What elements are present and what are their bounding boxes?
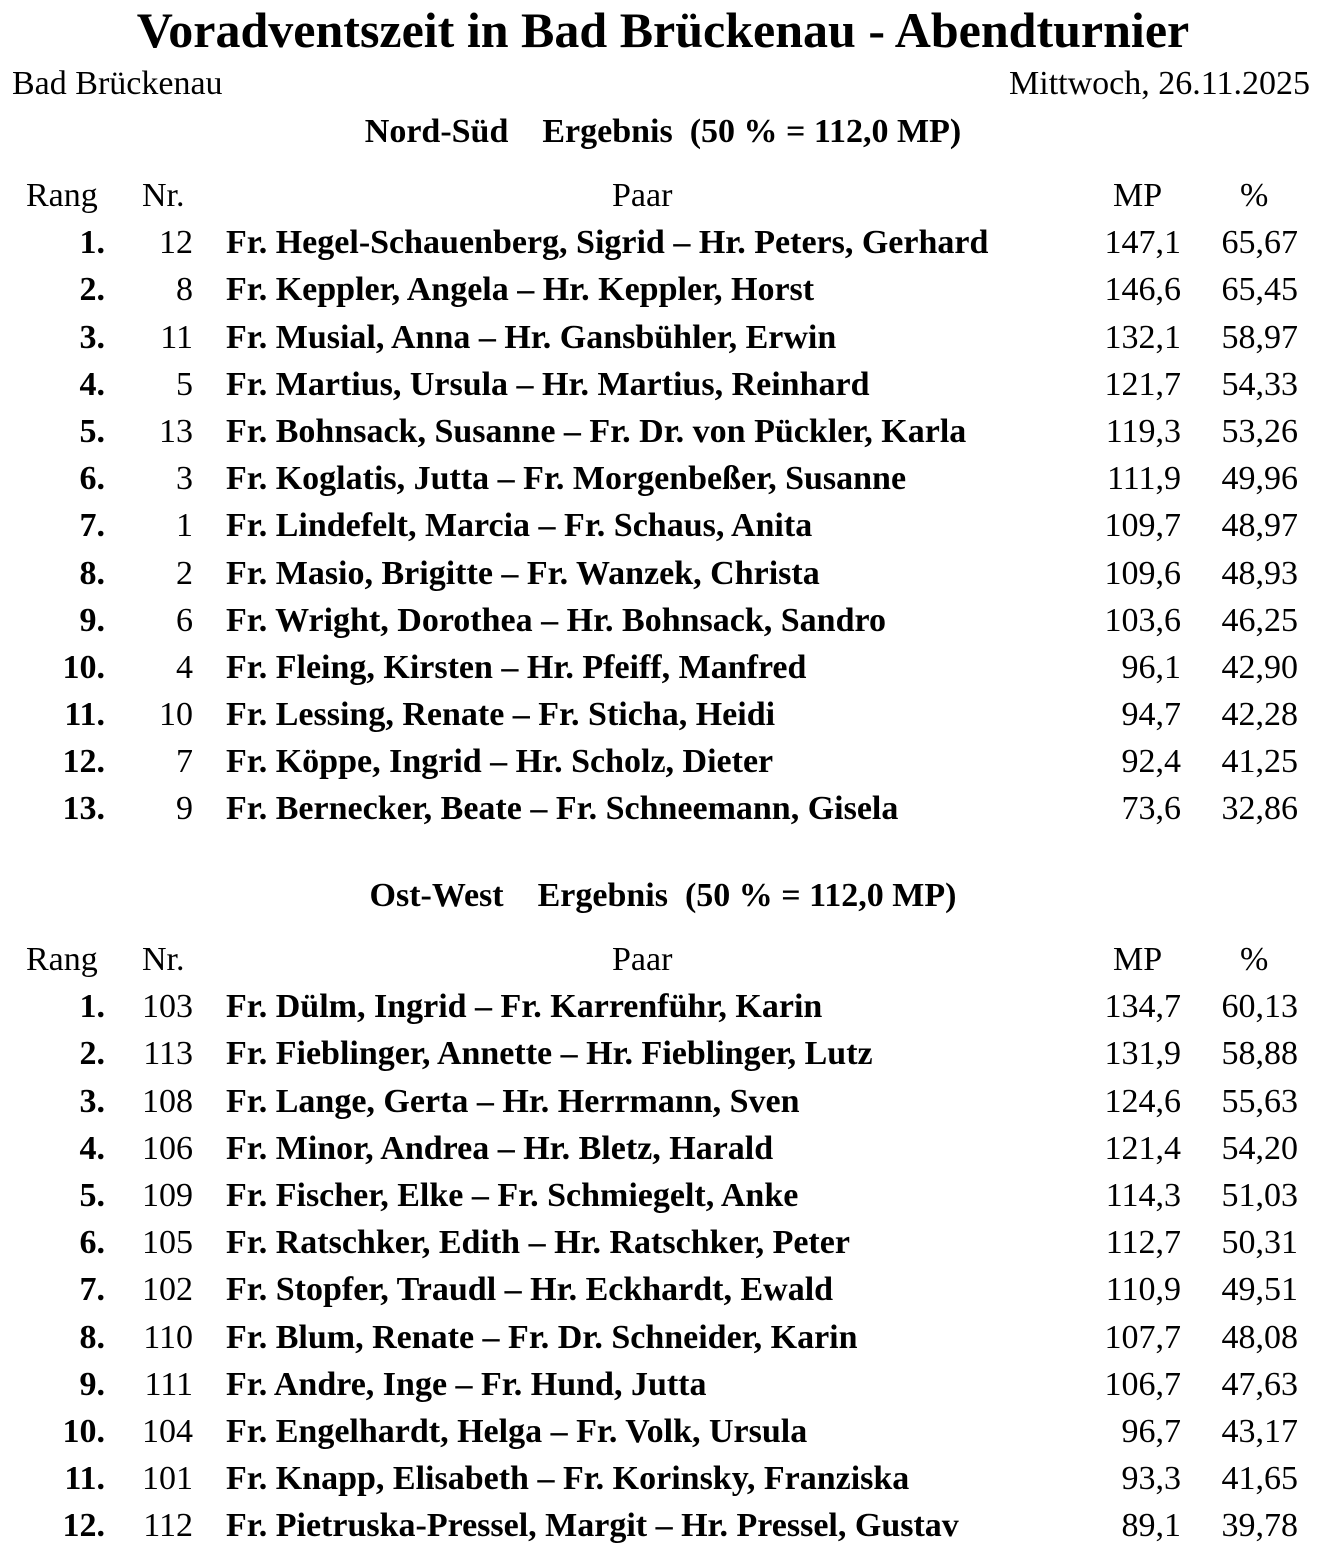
pair-number-cell: 103 (142, 988, 193, 1026)
pair-number-cell: 7 (176, 743, 193, 781)
table-row (0, 1314, 1326, 1361)
date-label: Mittwoch, 26.11.2025 (1009, 65, 1310, 102)
mp-cell: 106,7 (1104, 1365, 1181, 1403)
mp-cell: 94,7 (1121, 696, 1181, 734)
pair-names-cell: Fr. Andre, Inge – Fr. Hund, Jutta (226, 1365, 707, 1403)
pair-number-cell: 10 (159, 696, 193, 734)
pair-names-cell: Fr. Wright, Dorothea – Hr. Bohnsack, Sandro (226, 601, 886, 639)
rank-cell: 3. (79, 318, 105, 356)
pair-number-cell: 113 (143, 1035, 193, 1073)
mp-cell: 110,9 (1105, 1271, 1181, 1309)
pair-names-cell: Fr. Koglatis, Jutta – Fr. Morgenbeßer, Susanne (226, 460, 907, 498)
pair-names-cell: Fr. Fischer, Elke – Fr. Schmiegelt, Anke (226, 1176, 799, 1214)
rank-cell: 7. (79, 1271, 105, 1309)
mp-cell: 73,6 (1121, 790, 1181, 828)
table-row (0, 1455, 1326, 1502)
rank-cell: 3. (79, 1082, 105, 1120)
pair-names-cell: Fr. Knapp, Elisabeth – Fr. Korinsky, Franziska (226, 1460, 910, 1498)
pair-names-cell: Fr. Dülm, Ingrid – Fr. Karrenführ, Karin (226, 988, 823, 1026)
percent-cell: 42,90 (1221, 648, 1298, 686)
pair-names-cell: Fr. Pietruska-Pressel, Margit – Hr. Pressel, Gustav (226, 1507, 959, 1545)
pair-number-cell: 101 (142, 1460, 193, 1498)
rank-cell: 10. (62, 648, 105, 686)
mp-cell: 134,7 (1104, 988, 1181, 1026)
pair-number-cell: 4 (176, 648, 193, 686)
table-row (0, 314, 1326, 361)
percent-cell: 53,26 (1221, 412, 1298, 450)
mp-cell: 96,1 (1121, 648, 1181, 686)
rank-cell: 5. (79, 412, 105, 450)
rank-cell: 7. (79, 507, 105, 545)
pair-names-cell: Fr. Fleing, Kirsten – Hr. Pfeiff, Manfred (226, 648, 807, 686)
col-header-mp: MP (1113, 941, 1163, 978)
rank-cell: 5. (79, 1176, 105, 1214)
table-row (0, 644, 1326, 691)
mp-cell: 109,6 (1104, 554, 1181, 592)
percent-cell: 41,65 (1221, 1460, 1298, 1498)
venue-label: Bad Brückenau (12, 65, 223, 102)
mp-cell: 121,4 (1104, 1129, 1181, 1167)
rank-cell: 10. (62, 1412, 105, 1450)
pair-number-cell: 105 (142, 1224, 193, 1262)
mp-cell: 147,1 (1104, 224, 1181, 262)
percent-cell: 48,93 (1221, 554, 1298, 592)
mp-cell: 103,6 (1104, 601, 1181, 639)
page-title: Voradventszeit in Bad Brückenau - Abendturnier (136, 2, 1190, 58)
table-row (0, 1502, 1326, 1549)
percent-cell: 49,51 (1221, 1271, 1298, 1309)
pair-names-cell: Fr. Minor, Andrea – Hr. Bletz, Harald (226, 1129, 774, 1167)
rank-cell: 6. (79, 460, 105, 498)
percent-cell: 58,88 (1221, 1035, 1298, 1073)
table-row (0, 455, 1326, 502)
table-row (0, 1219, 1326, 1266)
pair-names-cell: Fr. Fieblinger, Annette – Hr. Fieblinger, Lutz (226, 1035, 873, 1073)
pair-number-cell: 12 (159, 224, 193, 262)
mp-cell: 132,1 (1104, 318, 1181, 356)
table-row (0, 1361, 1326, 1408)
mp-cell: 111,9 (1107, 460, 1181, 498)
percent-cell: 54,20 (1221, 1129, 1298, 1167)
table-row (0, 691, 1326, 738)
mp-cell: 121,7 (1104, 365, 1181, 403)
percent-cell: 32,86 (1221, 790, 1298, 828)
rank-cell: 1. (79, 988, 105, 1026)
table-row (0, 738, 1326, 785)
table-row (0, 1078, 1326, 1125)
pair-number-cell: 9 (176, 790, 193, 828)
pair-number-cell: 102 (142, 1271, 193, 1309)
rank-cell: 4. (79, 365, 105, 403)
pair-names-cell: Fr. Engelhardt, Helga – Fr. Volk, Ursula (226, 1412, 808, 1450)
results-table-ost-west (0, 936, 1326, 1549)
table-row (0, 1408, 1326, 1455)
pair-number-cell: 8 (176, 271, 193, 309)
mp-cell: 92,4 (1121, 743, 1181, 781)
percent-cell: 48,08 (1221, 1318, 1298, 1356)
rank-cell: 2. (79, 271, 105, 309)
percent-cell: 65,45 (1221, 271, 1298, 309)
col-header-percent: % (1240, 177, 1269, 214)
pair-number-cell: 11 (160, 318, 193, 356)
mp-cell: 131,9 (1104, 1035, 1181, 1073)
pair-names-cell: Fr. Köppe, Ingrid – Hr. Scholz, Dieter (226, 743, 774, 781)
pair-number-cell: 110 (143, 1318, 193, 1356)
percent-cell: 50,31 (1221, 1224, 1298, 1262)
table-row (0, 1030, 1326, 1077)
section-title-ost-west: Ost-West Ergebnis (50 % = 112,0 MP) (369, 877, 957, 914)
pair-number-cell: 108 (142, 1082, 193, 1120)
mp-cell: 96,7 (1121, 1412, 1181, 1450)
mp-cell: 109,7 (1104, 507, 1181, 545)
pair-names-cell: Fr. Keppler, Angela – Hr. Keppler, Horst (226, 271, 815, 309)
pair-number-cell: 2 (176, 554, 193, 592)
pair-number-cell: 111 (144, 1365, 193, 1403)
mp-cell: 114,3 (1105, 1176, 1181, 1214)
pair-number-cell: 106 (142, 1129, 193, 1167)
pair-number-cell: 112 (143, 1507, 193, 1545)
pair-number-cell: 13 (159, 412, 193, 450)
rank-cell: 6. (79, 1224, 105, 1262)
percent-cell: 51,03 (1221, 1176, 1298, 1214)
rank-cell: 13. (62, 790, 105, 828)
pair-number-cell: 5 (176, 365, 193, 403)
col-header-pair: Paar (612, 941, 673, 978)
percent-cell: 48,97 (1221, 507, 1298, 545)
rank-cell: 1. (79, 224, 105, 262)
percent-cell: 47,63 (1221, 1365, 1298, 1403)
mp-cell: 124,6 (1104, 1082, 1181, 1120)
rank-cell: 9. (79, 601, 105, 639)
col-header-rank: Rang (26, 941, 98, 978)
pair-names-cell: Fr. Ratschker, Edith – Hr. Ratschker, Peter (226, 1224, 850, 1262)
pair-names-cell: Fr. Hegel-Schauenberg, Sigrid – Hr. Peters, Gerhard (226, 224, 989, 262)
rank-cell: 11. (64, 696, 105, 734)
pair-names-cell: Fr. Bohnsack, Susanne – Fr. Dr. von Pückler, Karla (226, 412, 967, 450)
table-row (0, 550, 1326, 597)
percent-cell: 65,67 (1221, 224, 1298, 262)
mp-cell: 89,1 (1121, 1507, 1181, 1545)
col-header-pair: Paar (612, 177, 673, 214)
table-row (0, 266, 1326, 313)
pair-number-cell: 109 (142, 1176, 193, 1214)
mp-cell: 93,3 (1121, 1460, 1181, 1498)
pair-names-cell: Fr. Lange, Gerta – Hr. Herrmann, Sven (226, 1082, 800, 1120)
percent-cell: 43,17 (1221, 1412, 1298, 1450)
pair-names-cell: Fr. Stopfer, Traudl – Hr. Eckhardt, Ewald (226, 1271, 834, 1309)
mp-cell: 119,3 (1105, 412, 1181, 450)
rank-cell: 11. (64, 1460, 105, 1498)
table-row (0, 502, 1326, 549)
rank-cell: 4. (79, 1129, 105, 1167)
col-header-rank: Rang (26, 177, 98, 214)
mp-cell: 146,6 (1104, 271, 1181, 309)
percent-cell: 42,28 (1221, 696, 1298, 734)
percent-cell: 60,13 (1221, 988, 1298, 1026)
col-header-percent: % (1240, 941, 1269, 978)
pair-number-cell: 3 (176, 460, 193, 498)
pair-names-cell: Fr. Lessing, Renate – Fr. Sticha, Heidi (226, 696, 776, 734)
table-row (0, 1125, 1326, 1172)
rank-cell: 12. (62, 743, 105, 781)
table-header (0, 936, 1326, 983)
col-header-nr: Nr. (142, 177, 185, 214)
rank-cell: 8. (79, 554, 105, 592)
col-header-nr: Nr. (142, 941, 185, 978)
percent-cell: 39,78 (1221, 1507, 1298, 1545)
pair-names-cell: Fr. Blum, Renate – Fr. Dr. Schneider, Karin (226, 1318, 858, 1356)
rank-cell: 12. (62, 1507, 105, 1545)
table-row (0, 219, 1326, 266)
pair-names-cell: Fr. Masio, Brigitte – Fr. Wanzek, Christa (226, 554, 820, 592)
percent-cell: 55,63 (1221, 1082, 1298, 1120)
col-header-mp: MP (1113, 177, 1163, 214)
pair-names-cell: Fr. Bernecker, Beate – Fr. Schneemann, Gisela (226, 790, 899, 828)
pair-names-cell: Fr. Martius, Ursula – Hr. Martius, Reinhard (226, 365, 870, 403)
pair-number-cell: 104 (142, 1412, 193, 1450)
mp-cell: 107,7 (1104, 1318, 1181, 1356)
percent-cell: 58,97 (1221, 318, 1298, 356)
table-row (0, 983, 1326, 1030)
table-row (0, 1172, 1326, 1219)
mp-cell: 112,7 (1105, 1224, 1181, 1262)
section-title-nord-sued: Nord-Süd Ergebnis (50 % = 112,0 MP) (364, 113, 962, 150)
table-row (0, 785, 1326, 832)
pair-names-cell: Fr. Musial, Anna – Hr. Gansbühler, Erwin (226, 318, 837, 356)
percent-cell: 41,25 (1221, 743, 1298, 781)
percent-cell: 54,33 (1221, 365, 1298, 403)
table-row (0, 597, 1326, 644)
percent-cell: 46,25 (1221, 601, 1298, 639)
percent-cell: 49,96 (1221, 460, 1298, 498)
results-table-nord-sued (0, 172, 1326, 833)
table-row (0, 1266, 1326, 1313)
table-header (0, 172, 1326, 219)
rank-cell: 9. (79, 1365, 105, 1403)
rank-cell: 8. (79, 1318, 105, 1356)
table-row (0, 361, 1326, 408)
pair-names-cell: Fr. Lindefelt, Marcia – Fr. Schaus, Anita (226, 507, 813, 545)
pair-number-cell: 1 (176, 507, 193, 545)
pair-number-cell: 6 (176, 601, 193, 639)
table-row (0, 408, 1326, 455)
rank-cell: 2. (79, 1035, 105, 1073)
